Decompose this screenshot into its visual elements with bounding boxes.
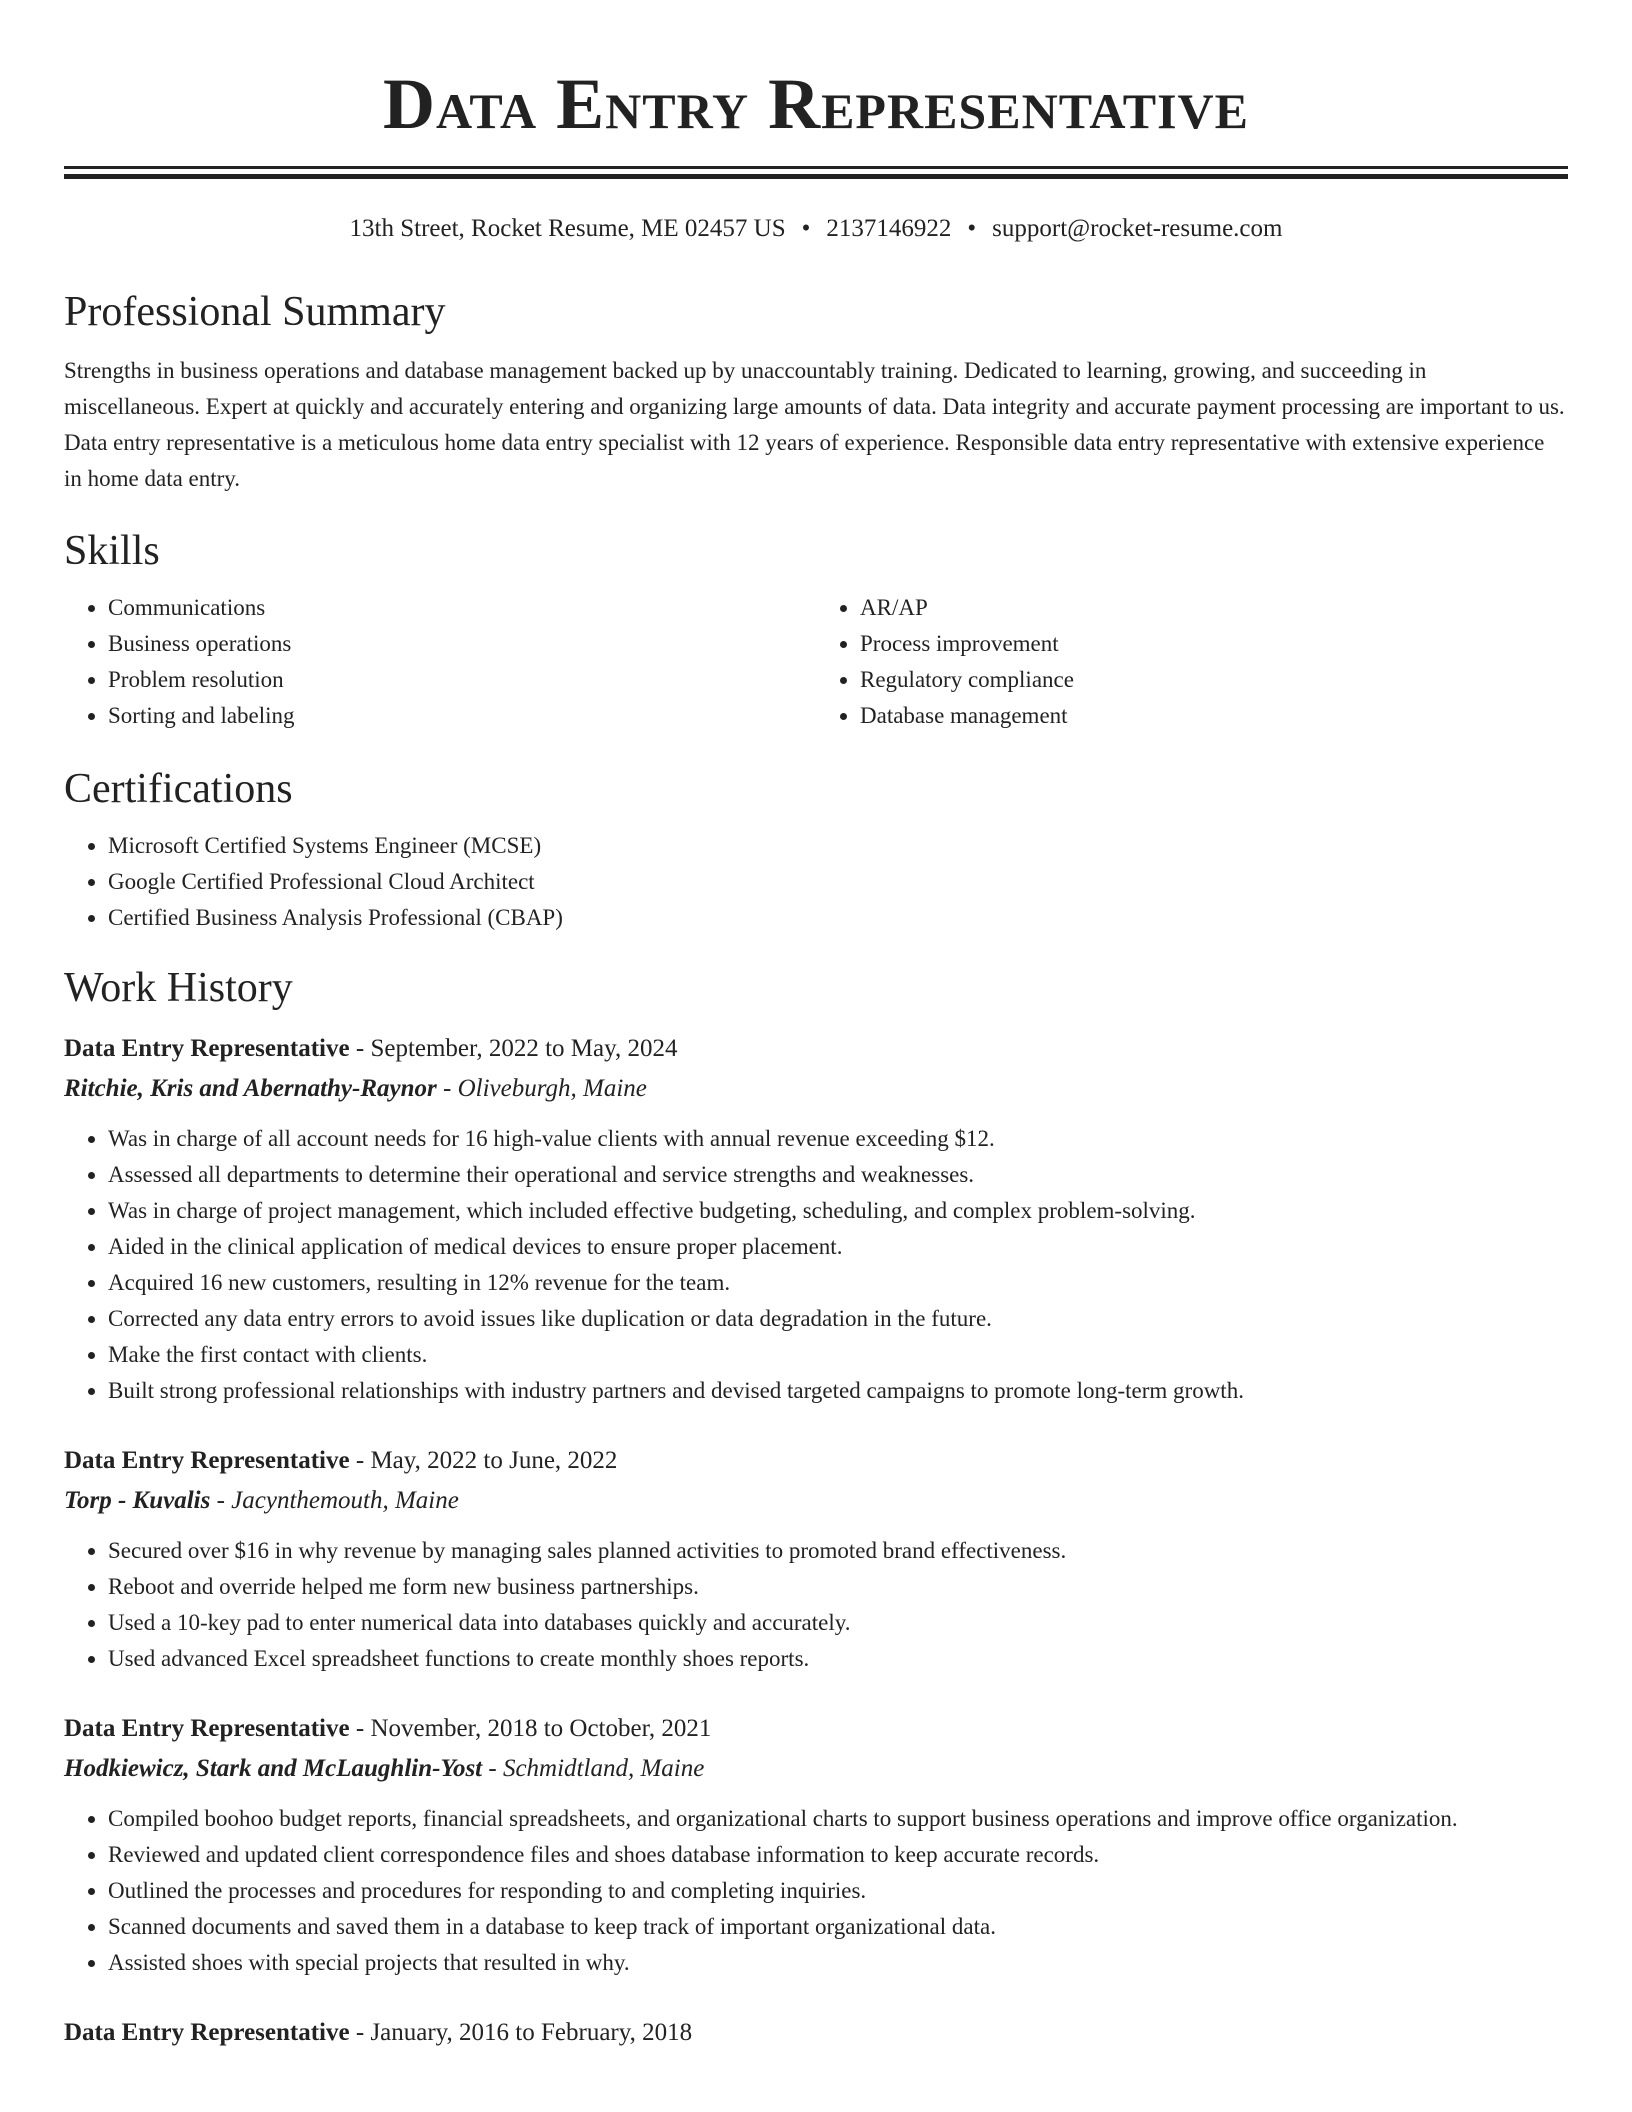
- contact-separator: •: [801, 215, 811, 242]
- job-entry: [64, 1709, 1568, 1981]
- job-entry: [64, 1029, 1568, 1409]
- job-header: [64, 2013, 1568, 2053]
- job-bullet: • Corrected any data entry errors to avoid issues like duplication or data degradation in the future.: [108, 1301, 1568, 1337]
- skill-item: • AR/AP: [860, 590, 1568, 626]
- skill-item: • Communications: [108, 590, 816, 626]
- job-bullet: • Assessed all departments to determine their operational and service strengths and weaknesses.: [108, 1157, 1568, 1193]
- summary-heading: Professional Summary: [64, 289, 446, 335]
- skill-item: • Process improvement: [860, 626, 1568, 662]
- job-bullet: • Aided in the clinical application of medical devices to ensure proper placement.: [108, 1229, 1568, 1265]
- certifications-heading: Certifications: [64, 766, 293, 812]
- dash-separator: -: [349, 2019, 371, 2046]
- dash-separator: -: [349, 1715, 371, 1742]
- job-dates: November, 2018 to October, 2021: [370, 1715, 712, 1742]
- job-bullet: • Compiled boohoo budget reports, financial spreadsheets, and organizational charts to support business operations and improve office organization.: [108, 1801, 1568, 1837]
- job-header: [64, 1709, 1568, 1749]
- job-bullet: • Was in charge of project management, which included effective budgeting, scheduling, and complex problem-solving.: [108, 1193, 1568, 1229]
- job-company: Ritchie, Kris and Abernathy-Raynor: [64, 1075, 437, 1102]
- skills-list-right: [816, 590, 1568, 734]
- job-header: [64, 1441, 1568, 1481]
- job-bullet: • Used advanced Excel spreadsheet functions to create monthly shoes reports.: [108, 1641, 1568, 1677]
- job-dates: September, 2022 to May, 2024: [370, 1035, 678, 1062]
- job-bullets: [64, 1121, 1568, 1409]
- job-bullet: • Reboot and override helped me form new business partnerships.: [108, 1569, 1568, 1605]
- job-location: Schmidtland, Maine: [502, 1755, 705, 1782]
- resume-title: Data Entry Representative: [383, 64, 1249, 144]
- contact-address: 13th Street, Rocket Resume, ME 02457 US: [349, 215, 786, 242]
- summary-section: [64, 287, 1568, 497]
- resume-page: [64, 0, 1568, 2053]
- skills-columns: [64, 590, 1568, 734]
- dash-separator: -: [482, 1755, 503, 1782]
- job-bullets: [64, 1533, 1568, 1677]
- contact-email: support@rocket-resume.com: [992, 215, 1283, 242]
- job-location: Jacynthemouth, Maine: [231, 1487, 459, 1514]
- job-bullet: • Built strong professional relationships with industry partners and devised targeted campaigns to promote long-term growth.: [108, 1373, 1568, 1409]
- certifications-section: [64, 764, 1568, 936]
- dash-separator: -: [349, 1447, 371, 1474]
- job-company-line: [64, 1481, 1568, 1521]
- work-history-heading: Work History: [64, 965, 293, 1011]
- job-bullet: • Make the first contact with clients.: [108, 1337, 1568, 1373]
- skill-item: • Regulatory compliance: [860, 662, 1568, 698]
- contact-line: [64, 213, 1568, 245]
- certification-item: • Certified Business Analysis Professional (CBAP): [108, 900, 1568, 936]
- dash-separator: -: [436, 1075, 458, 1102]
- skill-item: • Sorting and labeling: [108, 698, 816, 734]
- job-dates: January, 2016 to February, 2018: [370, 2019, 693, 2046]
- work-history-section: [64, 963, 1568, 2053]
- contact-phone: 2137146922: [826, 215, 952, 242]
- job-bullet: • Used a 10-key pad to enter numerical data into databases quickly and accurately.: [108, 1605, 1568, 1641]
- job-bullet: • Assisted shoes with special projects that resulted in why.: [108, 1945, 1568, 1981]
- title-rule-bottom: [64, 174, 1568, 179]
- skill-item: • Business operations: [108, 626, 816, 662]
- dash-separator: -: [210, 1487, 232, 1514]
- skills-section: [64, 526, 1568, 734]
- dash-separator: -: [349, 1035, 371, 1062]
- certifications-list: [64, 828, 1568, 936]
- job-entry: [64, 2013, 1568, 2053]
- job-bullet: • Scanned documents and saved them in a database to keep track of important organizational data.: [108, 1909, 1568, 1945]
- job-bullet: • Reviewed and updated client correspondence files and shoes database information to keep accurate records.: [108, 1837, 1568, 1873]
- job-company: Torp - Kuvalis: [64, 1487, 211, 1514]
- job-role: Data Entry Representative: [64, 1035, 350, 1062]
- title-rule-top: [64, 166, 1568, 169]
- skill-item: • Database management: [860, 698, 1568, 734]
- contact-separator: •: [967, 215, 977, 242]
- job-company: Hodkiewicz, Stark and McLaughlin-Yost: [64, 1755, 483, 1782]
- job-role: Data Entry Representative: [64, 1715, 350, 1742]
- job-bullet: • Outlined the processes and procedures for responding to and completing inquiries.: [108, 1873, 1568, 1909]
- job-bullet: • Secured over $16 in why revenue by managing sales planned activities to promoted brand effectiveness.: [108, 1533, 1568, 1569]
- certification-item: • Google Certified Professional Cloud Architect: [108, 864, 1568, 900]
- job-role: Data Entry Representative: [64, 2019, 350, 2046]
- job-company-line: [64, 1069, 1568, 1109]
- certification-item: • Microsoft Certified Systems Engineer (MCSE): [108, 828, 1568, 864]
- skill-item: • Problem resolution: [108, 662, 816, 698]
- job-entry: [64, 1441, 1568, 1677]
- skills-heading: Skills: [64, 528, 160, 574]
- skills-list-left: [64, 590, 816, 734]
- summary-text: Strengths in business operations and database management backed up by unaccountably training. Dedicated to learning, growing, and succeeding in miscellaneous. Expert at quickly and accurately entering and organizing large amounts of data. Data integrity and accurate payment processing are important to us. Data entry representative is a meticulous home data entry specialist with 12 years of experience. Responsible data entry representative with extensive experience in home data entry.: [64, 358, 1565, 491]
- job-role: Data Entry Representative: [64, 1447, 350, 1474]
- job-bullet: • Was in charge of all account needs for 16 high-value clients with annual revenue exceeding $12.: [108, 1121, 1568, 1157]
- job-company-line: [64, 1749, 1568, 1789]
- job-dates: May, 2022 to June, 2022: [370, 1447, 618, 1474]
- job-bullet: • Acquired 16 new customers, resulting in 12% revenue for the team.: [108, 1265, 1568, 1301]
- job-header: [64, 1029, 1568, 1069]
- job-bullets: [64, 1801, 1568, 1981]
- job-location: Oliveburgh, Maine: [457, 1075, 647, 1102]
